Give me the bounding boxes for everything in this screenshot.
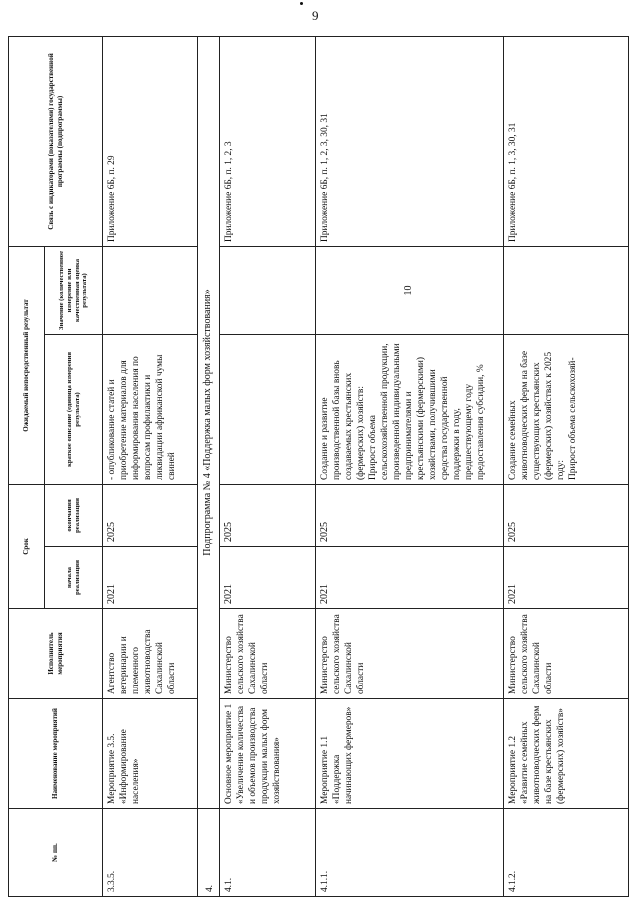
row-value	[103, 246, 198, 334]
row-num: 4.	[198, 809, 220, 897]
row-value	[220, 246, 316, 334]
header-result: Ожидаемый непосредственный результат	[9, 246, 45, 484]
row-name: Мероприятие 1.2 «Развитие семейных животноводческих ферм на базе крестьянских (фермерских) хозяйств»	[504, 699, 629, 809]
row-short: - опубликование статей и приобретение материалов для информирования населения по вопросам профилактики и ликвидации африканской чумы свиней	[103, 334, 198, 484]
header-executor: Исполнитель мероприятия	[9, 609, 103, 699]
header-num: № пп.	[9, 809, 103, 897]
row-value: 10	[316, 246, 504, 334]
header-name: Наименование мероприятий	[9, 699, 103, 809]
row-link: Приложение 6Б, п. 1, 2, 3, 30, 31	[316, 36, 504, 246]
header-row-1	[9, 36, 45, 896]
row-end: 2025	[220, 484, 316, 546]
subprogram-row	[198, 36, 220, 896]
row-executor: Министерство сельского хозяйства Сахалинской области	[220, 609, 316, 699]
row-end: 2025	[504, 484, 629, 546]
subprogram-title: Подпрограмма № 4 «Поддержка малых форм хозяйствования»	[198, 36, 220, 808]
row-link: Приложение 6Б, п. 1, 2, 3	[220, 36, 316, 246]
row-name: Основное мероприятие 1 «Увеличение количества и объемов производства продукции малых форм хозяйствования»	[220, 699, 316, 809]
table-row	[504, 36, 629, 896]
table-row	[220, 36, 316, 896]
row-link: Приложение 6Б, п. 1, 3, 30, 31	[504, 36, 629, 246]
row-start: 2021	[103, 547, 198, 609]
header-end: окончания реализации	[45, 484, 103, 546]
row-link: Приложение 6Б, п. 29	[103, 36, 198, 246]
row-start: 2021	[316, 547, 504, 609]
row-start: 2021	[504, 547, 629, 609]
row-start: 2021	[220, 547, 316, 609]
row-name: Мероприятие 1.1 «Поддержка начинающих фермеров»	[316, 699, 504, 809]
row-executor: Агентство ветеринарии и племенного животноводства Сахалинской области	[103, 609, 198, 699]
scan-mark	[300, 2, 303, 5]
row-end: 2025	[316, 484, 504, 546]
page-number: 9	[312, 8, 319, 23]
row-short	[220, 334, 316, 484]
row-name: Мероприятие 3.5. «Информирование населения»	[103, 699, 198, 809]
header-term: Срок	[9, 484, 45, 608]
rotated-table-container	[8, 37, 628, 897]
row-num: 4.1.	[220, 809, 316, 897]
row-num: 3.3.5.	[103, 809, 198, 897]
row-end: 2025	[103, 484, 198, 546]
row-short: Создание семейных животноводческих ферм на базе существующих крестьянских (фермерских) хозяйствах к 2025 году: Прирост объема сельскохозяй-	[504, 334, 629, 484]
row-executor: Министерство сельского хозяйства Сахалинской области	[504, 609, 629, 699]
header-link: Связь с индикаторами (показателями) государственной программы (подпрограммы)	[9, 36, 103, 246]
row-num: 4.1.2.	[504, 809, 629, 897]
header-short: краткое описание (единица измерения результата)	[45, 334, 103, 484]
row-executor: Министерство сельского хозяйства Сахалинской области	[316, 609, 504, 699]
table-row	[316, 36, 504, 896]
table-row	[103, 36, 198, 896]
header-start: начала реализации	[45, 547, 103, 609]
row-short: Создание и развитие производственной базы вновь создаваемых крестьянских (фермерских) хозяйств: Прирост объема сельскохозяйственной продукции, произведенной индивидуальными предпринимателями и крестьянскими (фермерскими) хозяйствами, получившими средства государственной поддержки в году, предшествующему году предоставления субсидии, %	[316, 334, 504, 484]
activities-table	[8, 36, 629, 897]
row-num: 4.1.1.	[316, 809, 504, 897]
row-value	[504, 246, 629, 334]
header-value: Значение (количественное измерение или качественная оценка результата)	[45, 246, 103, 334]
